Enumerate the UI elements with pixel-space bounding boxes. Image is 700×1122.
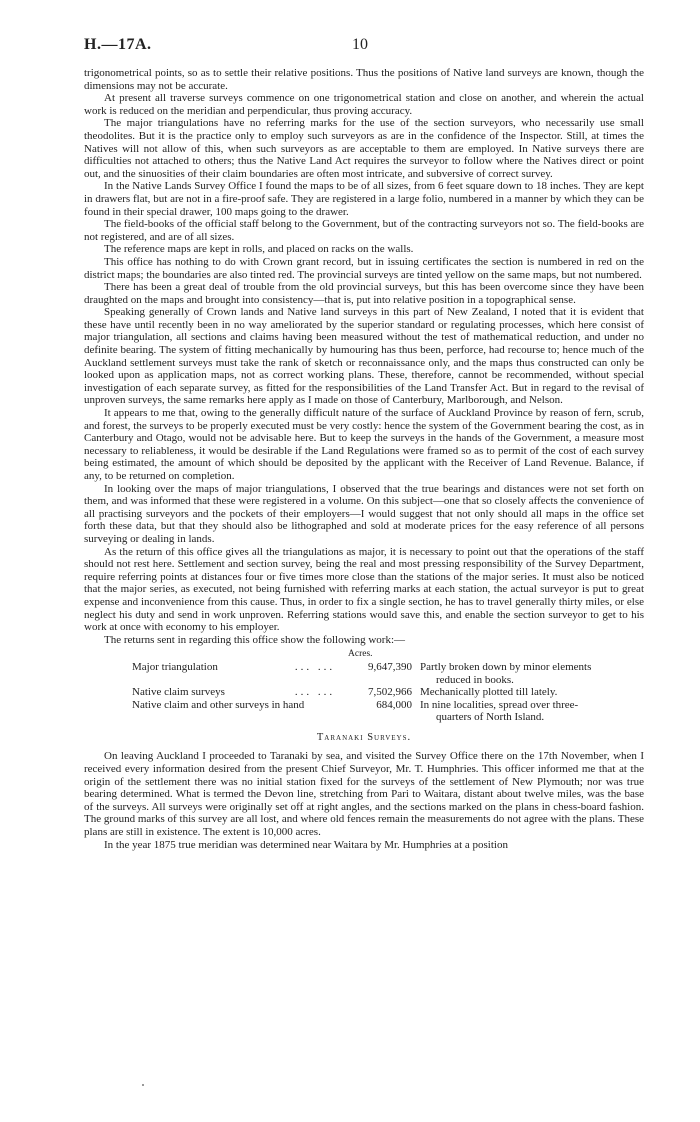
paragraph: It appears to me that, owing to the generally difficult nature of the surface of Auckland Province by reason of fern, scrub, and forest, the surveys to be properly executed must be very costly: hence the system of the Government bearing the cost, as in Canterbury and Otago, would not be advisable here. But to keep the surveys in the hands of the Government, a measure most necessary to reliableness, it would be desirable if the Land Regulations were framed so as to permit of the cost of each survey being estimated, the amount of which should be deposited by the applicant with the Receiver of Land Revenue. Balance, if any, to be returned on completion. bbox=[84, 407, 644, 482]
paragraph: This office has nothing to do with Crown grant record, but in issuing certificates the section is numbered in red on the district maps; the boundaries are also tinted red. The provincial surveys are tinted yellow on the same maps, but not numbered. bbox=[84, 255, 644, 281]
remarks: Partly broken down by minor elements bbox=[420, 660, 592, 673]
paragraph: On leaving Auckland I proceeded to Taranaki by sea, and visited the Survey Office there on the 17th November, when I received every information desired from the present Chief Surveyor, Mr. T. Humphries. This officer informed me that at the origin of the settlement there was no initial station fixed for the surveys of the settlement of New Plymouth; nor was true bearing determined. What is termed the Devon line, stretching from Pari to Waitara, distant about twelve miles, was the base of the surveys. All surveys were originally set off at right angles, and the sections marked on the plans in chess-board fashion. The ground marks of this survey are all lost, and where old fences remain the measurements do not agree with the plans. These plans are still in existence. The extent is 10,000 acres. bbox=[84, 750, 644, 839]
paragraph: The reference maps are kept in rolls, and placed on racks on the walls. bbox=[104, 243, 414, 256]
paragraph: trigonometrical points, so as to settle their relative positions. Thus the positions of Native land surveys are known, though the dimensions may not be accurate. bbox=[84, 67, 644, 92]
paragraph: In looking over the maps of major triangulations, I observed that the true bearings and distances were not set forth on them, and was informed that these were registered in a volume. On this subject—one that so closely affects the convenience of all practising surveyors and the pockets of their employers—I would suggest that not only should all maps in the office set forth these data, but that they should also be lithographed and sold at moderate prices for the easy reference of all persons surveying or dealing in lands. bbox=[84, 482, 644, 545]
remarks: Mechanically plotted till lately. bbox=[420, 686, 558, 699]
paragraphs-after-title bbox=[84, 750, 644, 851]
page-header bbox=[84, 36, 644, 56]
remarks: In nine localities, spread over three- bbox=[420, 698, 579, 711]
paragraph: As the return of this office gives all the triangulations as major, it is necessary to point out that the operations of the staff should not rest here. Settlement and section survey, being the real and most pressing responsibility of the Survey Department, require referring points at distances four or five times more close than the stations of the major series. It must also be noticed that the major series, as executed, not being furnished with referring marks at each station, the actual surveyor is put to great expense and inconvenience from this cause. Thus, in order to fix a single section, he has to travel generally thirty miles, or else neglect his duty and send in work unproven. Referring stations would save this, and enable the section surveyor to get to his work at once with economy to his employer. bbox=[84, 545, 644, 634]
paragraphs-before-table bbox=[84, 67, 644, 646]
paragraph: The field-books of the official staff belong to the Government, but of the contracting surveyors not so. The field-books are not registered, and are of all sizes. bbox=[84, 218, 644, 243]
paragraph: Speaking generally of Crown lands and Native land surveys in this part of New Zealand, I noted that it is evident that these have until recently been in no way ameliorated by the superior standard or regulating processes, which here consist of major triangulation, all sections and claims having been measured without the test of mathematical reduction, and under no definite bearing. The system of fitting mechanically by humouring has thus been, perforce, had recourse to; hence much of the Auckland settlement surveys must take the rank of sketch or reconnaissance only, and the maps thus constructed can only be looked upon as application maps, not as correct working plans. These, therefore, cannot be recommended, without special investigation of each separate survey, as fitted for the responsibilities of the Land Transfer Act. But in regard to the revisal of unproven surveys, the same remarks here apply as I made on those of Canterbury, Marlborough, and Nelson. bbox=[84, 306, 644, 407]
remarks-cell bbox=[420, 699, 644, 724]
table-row bbox=[132, 661, 644, 686]
page-speck bbox=[142, 1084, 144, 1086]
remarks-continued: reduced in books. bbox=[436, 673, 514, 686]
survey-type: Native claim surveys bbox=[132, 686, 225, 699]
returns-table bbox=[132, 648, 644, 724]
section-title: Taranaki Surveys. bbox=[316, 731, 412, 743]
acres-value: 684,000 bbox=[376, 698, 412, 711]
paragraph: The returns sent in regarding this office show the following work:— bbox=[104, 633, 406, 646]
acres-column-header: Acres. bbox=[348, 649, 373, 660]
paragraph: In the Native Lands Survey Office I found the maps to be of all sizes, from 6 feet square down to 18 inches. They are kept in drawers flat, but are not in a fire-proof safe. They are registered in a large folio, numbered in a manner by which they can be found in their special drawer, 100 maps going to the drawer. bbox=[84, 180, 644, 218]
leader-dots: ... ... bbox=[294, 660, 336, 673]
remarks-continued: quarters of North Island. bbox=[436, 711, 545, 724]
remarks-cell bbox=[420, 661, 644, 686]
paragraph: In the year 1875 true meridian was determined near Waitara by Mr. Humphries at a position bbox=[104, 838, 508, 851]
survey-type: Native claim and other surveys in hand bbox=[132, 698, 305, 711]
document-body bbox=[84, 67, 644, 851]
acres-value: 7,502,966 bbox=[368, 686, 412, 699]
page-number: 10 bbox=[352, 36, 368, 53]
report-reference: H.—17A. bbox=[84, 36, 152, 53]
returns-table-rows bbox=[132, 661, 644, 724]
remarks-cell bbox=[420, 686, 644, 699]
table-row bbox=[132, 686, 644, 699]
paragraph: There has been a great deal of trouble from the old provincial surveys, but this has been overcome since they have been draughted on the maps and brought into consistency—that is, put into relative position in a topographical sense. bbox=[84, 281, 644, 306]
paragraph: At present all traverse surveys commence on one trigonometrical station and close on another, and wherein the actual work is reduced on the meridian and perpendicular, thus proving accuracy. bbox=[84, 92, 644, 117]
table-row bbox=[132, 699, 644, 724]
leader-dots: ... ... bbox=[294, 686, 336, 699]
paragraph: The major triangulations have no referring marks for the use of the section surveyors, who necessarily use small theodolites. But it is the practice only to employ such surveyors as are in the confidence of the Inspector. Still, at times the Natives will not allow of this, when such surveyors as are acceptable to them are employed. In Native surveys there are difficulties not attached to others; thus the Native Land Act requires the surveyor to follow where the Natives direct or point out, and the sinuosities of their claim boundaries are often most intricate, and subversive of correct survey. bbox=[84, 117, 644, 180]
acres-value: 9,647,390 bbox=[368, 660, 412, 673]
survey-type: Major triangulation bbox=[132, 660, 218, 673]
